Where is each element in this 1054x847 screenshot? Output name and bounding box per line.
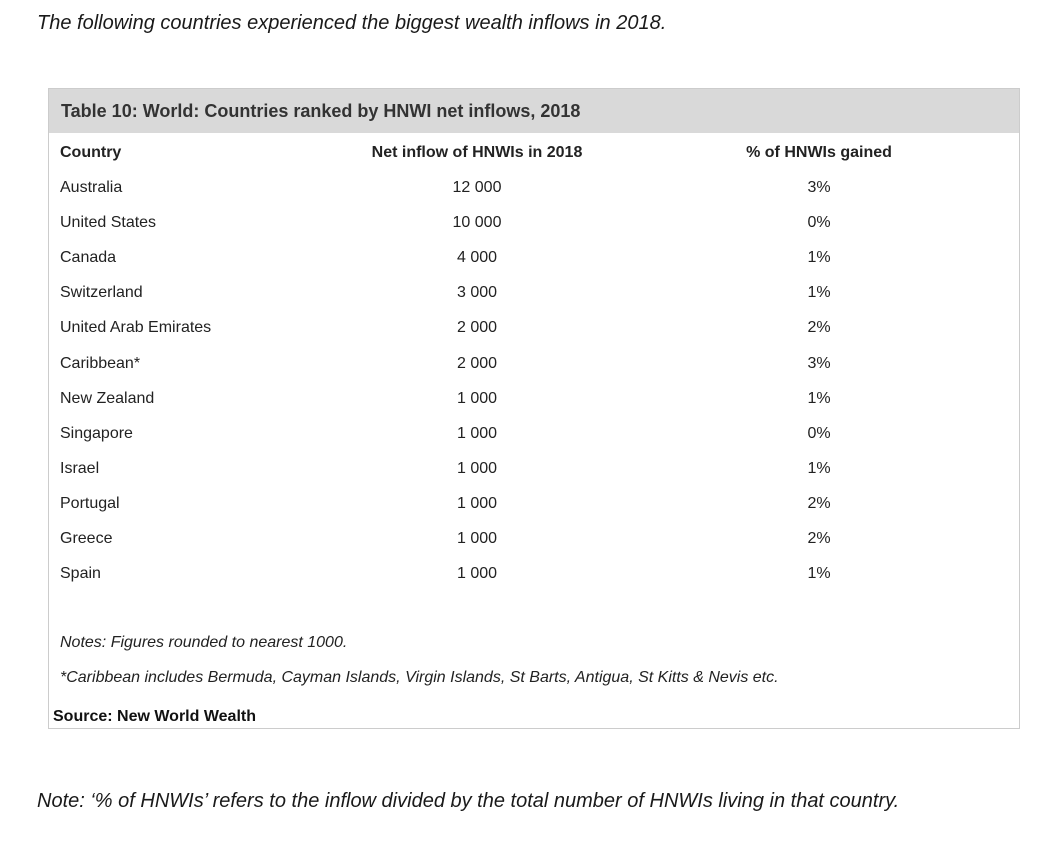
header-country: Country — [60, 144, 122, 161]
cell-country: Israel — [60, 459, 100, 477]
cell-country: New Zealand — [60, 389, 155, 407]
table-row — [49, 424, 1019, 444]
cell-country: Caribbean* — [60, 354, 141, 372]
cell-net-inflow: 1 000 — [456, 494, 498, 512]
table-row — [49, 248, 1019, 268]
cell-net-inflow: 4 000 — [456, 249, 498, 267]
header-pct-gained: % of HNWIs gained — [746, 144, 892, 161]
table-row — [49, 564, 1019, 584]
data-table — [48, 88, 1020, 729]
table-row — [49, 178, 1019, 198]
bottom-note: Note: ‘% of HNWIs’ refers to the inflow divided by the total number of HNWIs living in that country. — [37, 790, 900, 812]
cell-pct-gained: 0% — [807, 424, 831, 442]
cell-net-inflow: 12 000 — [452, 179, 502, 196]
cell-country: Switzerland — [60, 284, 143, 302]
cell-country: Australia — [60, 179, 123, 196]
table-row — [49, 318, 1019, 338]
table-note-rounding: Notes: Figures rounded to nearest 1000. — [60, 634, 348, 651]
cell-net-inflow: 1 000 — [456, 565, 498, 583]
cell-pct-gained: 1% — [807, 459, 831, 477]
cell-net-inflow: 2 000 — [456, 354, 498, 372]
cell-country: United Arab Emirates — [60, 319, 212, 337]
cell-country: Singapore — [60, 424, 133, 442]
cell-pct-gained: 2% — [807, 319, 831, 337]
table-row — [49, 529, 1019, 549]
cell-net-inflow: 10 000 — [452, 214, 502, 232]
cell-pct-gained: 2% — [807, 494, 831, 512]
cell-pct-gained: 3% — [807, 179, 831, 196]
cell-net-inflow: 1 000 — [456, 389, 498, 407]
cell-country: Greece — [60, 530, 113, 547]
table-row — [49, 389, 1019, 409]
table-source: Source: New World Wealth — [53, 708, 256, 725]
table-row — [49, 283, 1019, 303]
table-row — [49, 459, 1019, 479]
header-net-inflow: Net inflow of HNWIs in 2018 — [371, 144, 583, 161]
intro-text: The following countries experienced the biggest wealth inflows in 2018. — [37, 12, 667, 34]
cell-net-inflow: 1 000 — [456, 459, 498, 477]
cell-pct-gained: 1% — [807, 565, 831, 583]
cell-pct-gained: 1% — [807, 284, 831, 302]
cell-pct-gained: 2% — [807, 530, 831, 547]
table-header-row — [49, 143, 1019, 163]
table-row — [49, 494, 1019, 514]
cell-pct-gained: 3% — [807, 354, 831, 372]
cell-country: Spain — [60, 565, 101, 583]
cell-net-inflow: 2 000 — [456, 319, 498, 337]
cell-net-inflow: 3 000 — [456, 284, 498, 302]
cell-net-inflow: 1 000 — [456, 530, 498, 547]
cell-pct-gained: 1% — [807, 389, 831, 407]
table-row — [49, 213, 1019, 233]
cell-net-inflow: 1 000 — [456, 424, 498, 442]
cell-pct-gained: 0% — [807, 214, 831, 232]
cell-pct-gained: 1% — [807, 249, 831, 267]
cell-country: Canada — [60, 249, 117, 267]
table-row — [49, 354, 1019, 374]
cell-country: Portugal — [60, 494, 120, 512]
table-note-caribbean: *Caribbean includes Bermuda, Cayman Islands, Virgin Islands, St Barts, Antigua, St Kitts & Nevis etc. — [60, 669, 779, 686]
cell-country: United States — [60, 214, 157, 232]
table-title: Table 10: World: Countries ranked by HNWI net inflows, 2018 — [49, 89, 1019, 133]
